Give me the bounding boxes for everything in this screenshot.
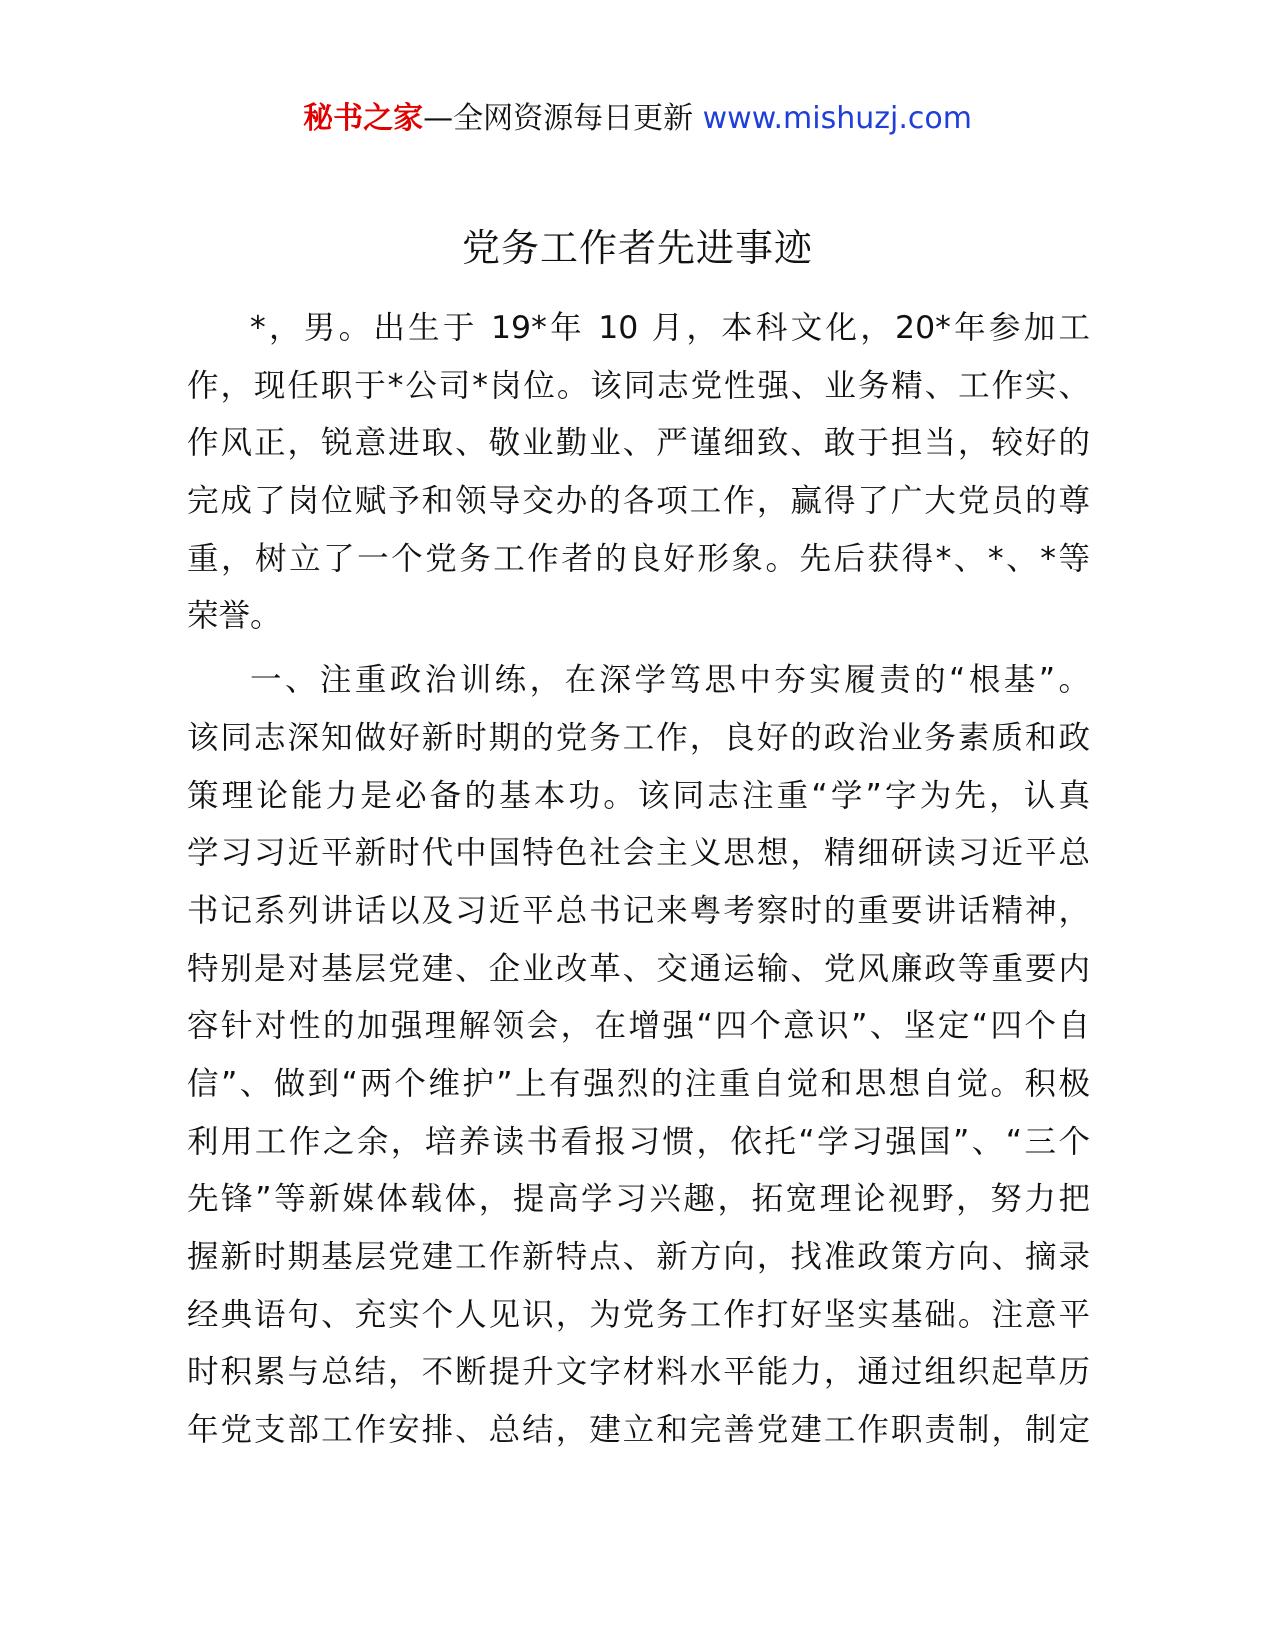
text-line: 策理论能力是必备的基本功。该同志注重“学”字为先，认真 (187, 777, 1090, 814)
text-line: 利用工作之余，培养读书看报习惯，依托“学习强国”、“三个 (187, 1123, 1090, 1160)
watermark-header (0, 96, 1275, 142)
header-tagline: —全网资源每日更新 (423, 101, 703, 136)
document-title: 党务工作者先进事迹 (461, 226, 813, 270)
text-line: 重，树立了一个党务工作者的良好形象。先后获得*、*、*等 (187, 540, 1090, 577)
brand-name: 秘书之家 (303, 101, 424, 136)
text-line: 年党支部工作安排、总结，建立和完善党建工作职责制，制定 (187, 1412, 1090, 1449)
text-line: 先锋”等新媒体载体，提高学习兴趣，拓宽理论视野，努力把 (187, 1181, 1090, 1218)
text-line: 经典语句、充实个人见识，为党务工作打好坚实基础。注意平 (187, 1296, 1090, 1333)
text-line: 作风正，锐意进取、敬业勤业、严谨细致、敢于担当，较好的 (187, 425, 1090, 462)
text-line: *，男。出生于 19*年 10 月，本科文化，20*年参加工 (250, 310, 1090, 346)
section-heading-line: 一、注重政治训练，在深学笃思中夯实履责的“根基”。 (250, 662, 1090, 699)
text-line: 书记系列讲话以及习近平总书记来粤考察时的重要讲话精神， (187, 892, 1090, 929)
paragraph-section-one (187, 652, 1090, 1460)
text-line: 荣誉。 (187, 598, 282, 635)
text-line: 容针对性的加强理解领会，在增强“四个意识”、坚定“四个自 (187, 1008, 1090, 1045)
text-line: 该同志深知做好新时期的党务工作，良好的政治业务素质和政 (187, 719, 1090, 756)
document-body (187, 300, 1090, 1460)
text-line: 学习习近平新时代中国特色社会主义思想，精细研读习近平总 (187, 835, 1090, 872)
paragraph-intro (187, 300, 1090, 646)
text-line: 时积累与总结，不断提升文字材料水平能力，通过组织起草历 (187, 1354, 1090, 1391)
site-url-link[interactable]: www.mishuzj.com (702, 101, 972, 136)
text-line: 作，现任职于*公司*岗位。该同志党性强、业务精、工作实、 (187, 367, 1090, 404)
text-line: 完成了岗位赋予和领导交办的各项工作，赢得了广大党员的尊 (187, 483, 1090, 520)
text-line: 信”、做到“两个维护”上有强烈的注重自觉和思想自觉。积极 (187, 1065, 1090, 1102)
text-line: 握新时期基层党建工作新特点、新方向，找准政策方向、摘录 (187, 1239, 1090, 1275)
text-line: 特别是对基层党建、企业改革、交通运输、党风廉政等重要内 (187, 950, 1090, 987)
